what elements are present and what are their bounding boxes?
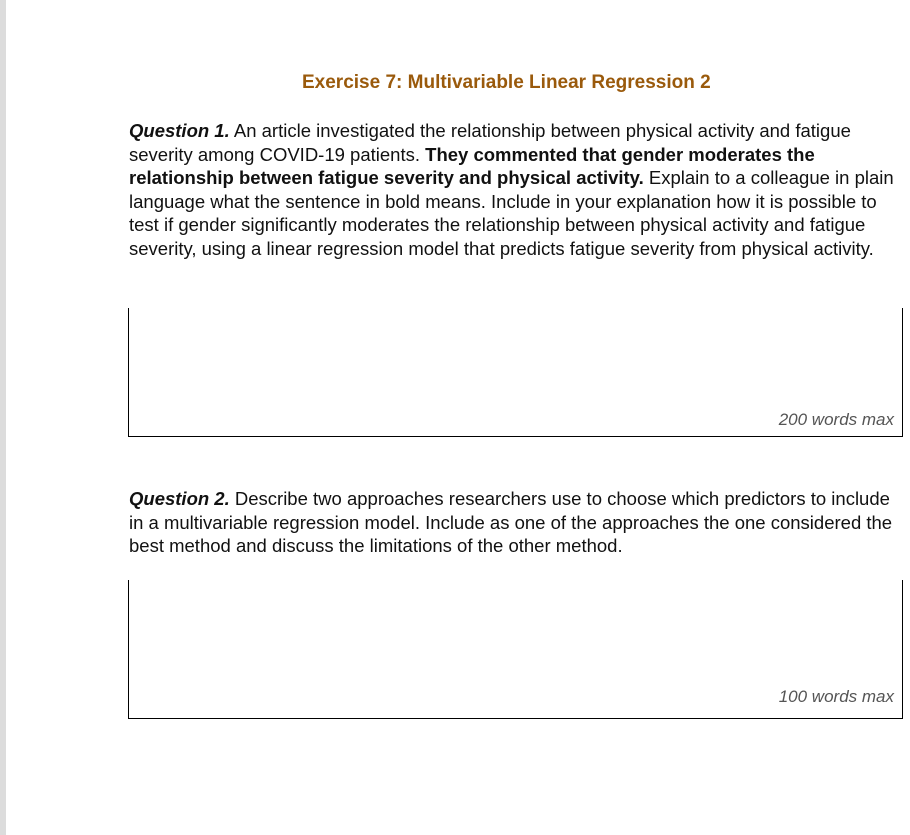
question-1 — [129, 119, 904, 261]
question-2 — [129, 487, 904, 558]
page-edge — [0, 0, 6, 835]
question-2-word-limit: 100 words max — [778, 687, 894, 706]
question-1-label: Question 1. — [129, 120, 230, 141]
question-1-bold-statement: They commented that gender moderates the relationship between fatigue severity and physical activity. — [129, 143, 815, 189]
question-1-word-limit: 200 words max — [778, 410, 894, 429]
question-1-text-intro: An article investigated the relationship between physical activity and fatigue severity among COVID-19 patients. — [129, 120, 851, 165]
question-2-text: Describe two approaches researchers use to choose which predictors to include in a multivariable regression model. Include as one of the approaches the one considered the best method and discuss the limitations of the other method. — [129, 488, 893, 557]
question-2-label: Question 2. — [129, 488, 230, 509]
exercise-title: Exercise 7: Multivariable Linear Regression 2 — [302, 72, 711, 93]
question-1-text-instructions: Explain to a colleague in plain language what the sentence in bold means. Include in your explanation how it is possible to test if gender significantly moderates the relationship between physical activity and fatigue severity, using a linear regression model that predicts fatigue severity from physical activity. — [129, 167, 894, 259]
